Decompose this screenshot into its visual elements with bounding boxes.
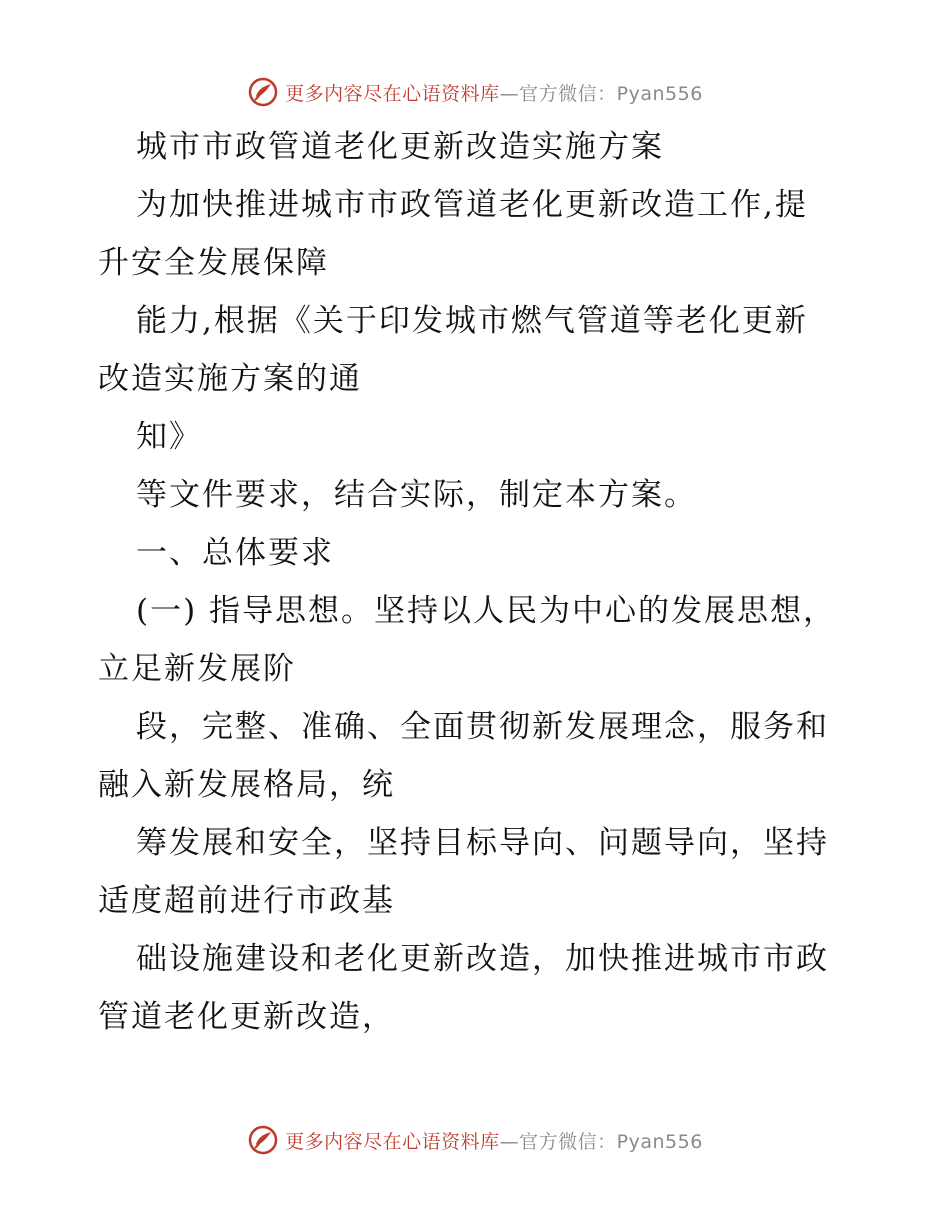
paragraph-line: 筹发展和安全，坚持目标导向、问题导向，坚持 — [136, 825, 829, 861]
paragraph-line: 知》 — [136, 419, 202, 455]
paragraph-line: 为加快推进城市市政管道老化更新改造工作,提 — [136, 187, 808, 223]
watermark-footer — [0, 1120, 950, 1160]
document-title: 城市市政管道老化更新改造实施方案 — [136, 129, 664, 165]
paragraph-line: 等文件要求，结合实际，制定本方案。 — [136, 477, 697, 513]
document-body — [98, 118, 858, 1046]
paragraph-line: (一) 指导思想。坚持以人民为中心的发展思想， — [136, 593, 837, 629]
brand-logo-icon — [247, 1124, 279, 1156]
section-heading: 一、总体要求 — [136, 535, 334, 571]
paragraph-line: 立足新发展阶 — [98, 651, 296, 687]
paragraph-line: 改造实施方案的通 — [98, 361, 362, 397]
paragraph-line: 础设施建设和老化更新改造，加快推进城市市政 — [136, 941, 829, 977]
watermark-header — [0, 72, 950, 112]
watermark-text: 更多内容尽在心语资料库—官方微信：Pyan556 — [285, 82, 703, 105]
watermark-text: 更多内容尽在心语资料库—官方微信：Pyan556 — [285, 1130, 703, 1153]
paragraph-line: 适度超前进行市政基 — [98, 883, 395, 919]
paragraph-line: 管道老化更新改造， — [98, 999, 395, 1035]
paragraph-line: 能力,根据《关于印发城市燃气管道等老化更新 — [136, 303, 808, 339]
paragraph-line: 升安全发展保障 — [98, 245, 329, 281]
paragraph-line: 融入新发展格局，统 — [98, 767, 395, 803]
brand-logo-icon — [247, 76, 279, 108]
paragraph-line: 段，完整、准确、全面贯彻新发展理念，服务和 — [136, 709, 829, 745]
